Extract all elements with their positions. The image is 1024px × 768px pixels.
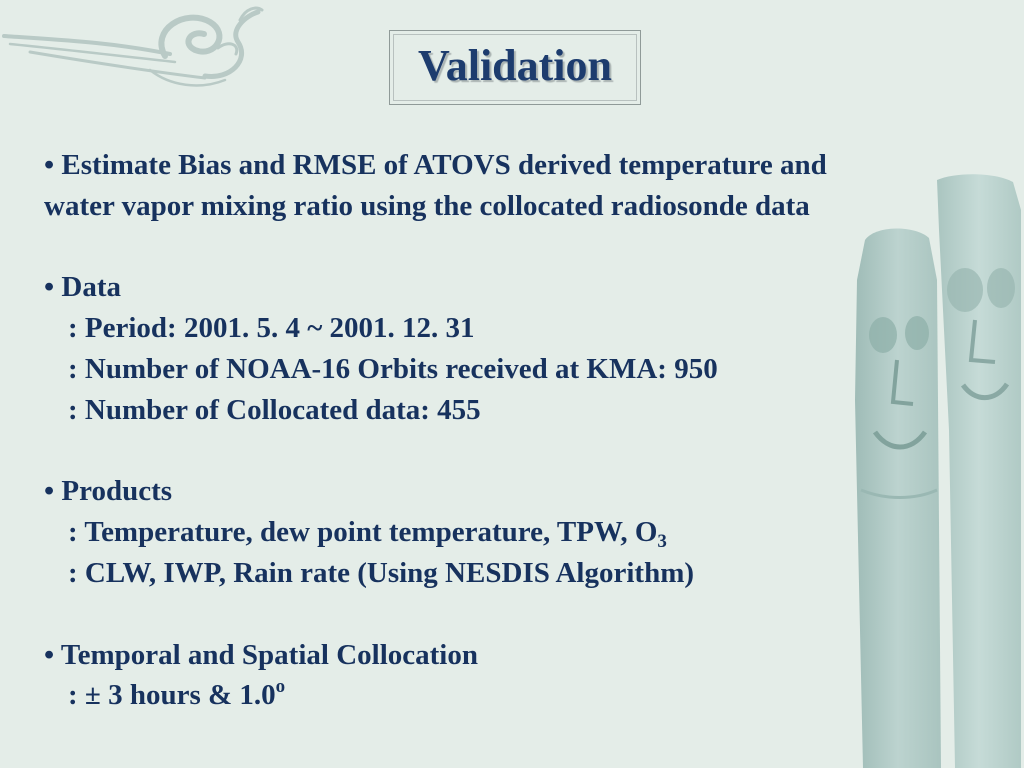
bullet: •	[44, 638, 55, 671]
data-collocated: : Number of Collocated data: 455	[68, 393, 481, 426]
collocation-item-text: : ± 3 hours & 1.0	[68, 679, 276, 712]
swirl-ornament	[0, 0, 270, 95]
products-heading	[44, 471, 984, 512]
collocation-heading-text: Temporal and Spatial Collocation	[60, 638, 478, 671]
title-box	[389, 30, 641, 105]
products-item-2: : CLW, IWP, Rain rate (Using NESDIS Algorithm)	[68, 556, 695, 589]
products-item-1	[44, 512, 984, 553]
objective-line-2: water vapor mixing ratio using the collocated radiosonde data	[44, 189, 810, 222]
ozone-subscript: 3	[657, 531, 667, 553]
collocation-heading	[44, 635, 984, 676]
products-item-1-text: : Temperature, dew point temperature, TPW, O	[68, 516, 658, 549]
slide-title: Validation	[417, 41, 612, 90]
data-heading	[44, 267, 984, 308]
objective-text-1: Estimate Bias and RMSE of ATOVS derived temperature and	[61, 149, 827, 181]
slide-body	[44, 145, 984, 716]
bullet: •	[44, 475, 55, 508]
data-period: : Period: 2001. 5. 4 ~ 2001. 12. 31	[68, 312, 475, 345]
degree-superscript: o	[275, 676, 286, 698]
bullet: •	[44, 271, 55, 304]
collocation-item	[44, 675, 984, 716]
data-heading-text: Data	[61, 271, 122, 304]
products-heading-text: Products	[61, 475, 173, 508]
data-orbits: : Number of NOAA-16 Orbits received at KMA: 950	[68, 352, 718, 385]
objective-line-1	[44, 145, 984, 186]
bullet: •	[44, 149, 55, 181]
